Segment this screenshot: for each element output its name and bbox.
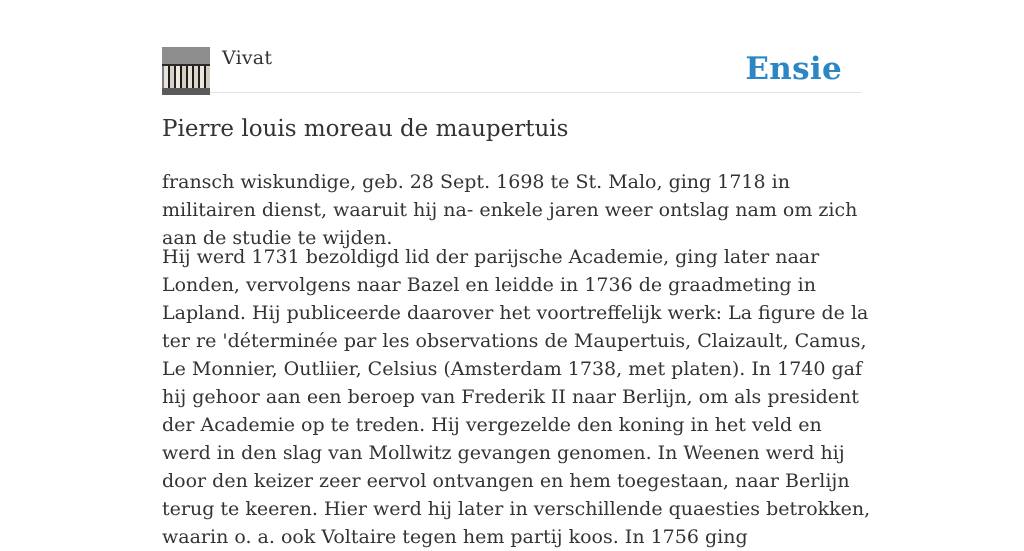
brand-logo[interactable]: Ensie [745,51,842,87]
article-paragraph-2: Hij werd 1731 bezoldigd lid der parijsche Academie, ging later naar Londen, vervolgens naar Bazel en leidde in 1736 de graadmeting in Lapland. Hij publiceerde daarover het voortreffelijk werk: La figure de la ter re 'déterminée par les observations de Maupertuis, Claizault, Camus, Le Monnier, Outliier, Celsius (Amsterdam 1738, met platen). In 1740 gaf hij gehoor aan een beroep van Frederik II naar Berlijn, om als president der Academie op te treden. Hij vergezelde den koning in het veld en werd in den slag van Mollwitz gevangen genomen. In Weenen werd hij door den keizer zeer eervol ontvangen en hem toegestaan, naar Berlijn terug te keeren. Hier werd hij later in verschillende quaesties betrokken, waarin o. a. ook Voltaire tegen hem partij koos. In 1756 ging [162,246,871,548]
article-title: Pierre louis moreau de maupertuis [162,116,569,142]
article-paragraph-1: fransch wiskundige, geb. 28 Sept. 1698 te St. Malo, ging 1718 in militairen dienst, waaruit hij na- enkele jaren weer ontslag nam om zich aan de studie te wijden. [162,171,858,249]
page-container [162,0,871,548]
author-name[interactable]: Vivat [222,47,273,69]
avatar[interactable] [162,47,210,95]
book-spines-avatar-icon [162,47,210,95]
header [162,0,862,93]
